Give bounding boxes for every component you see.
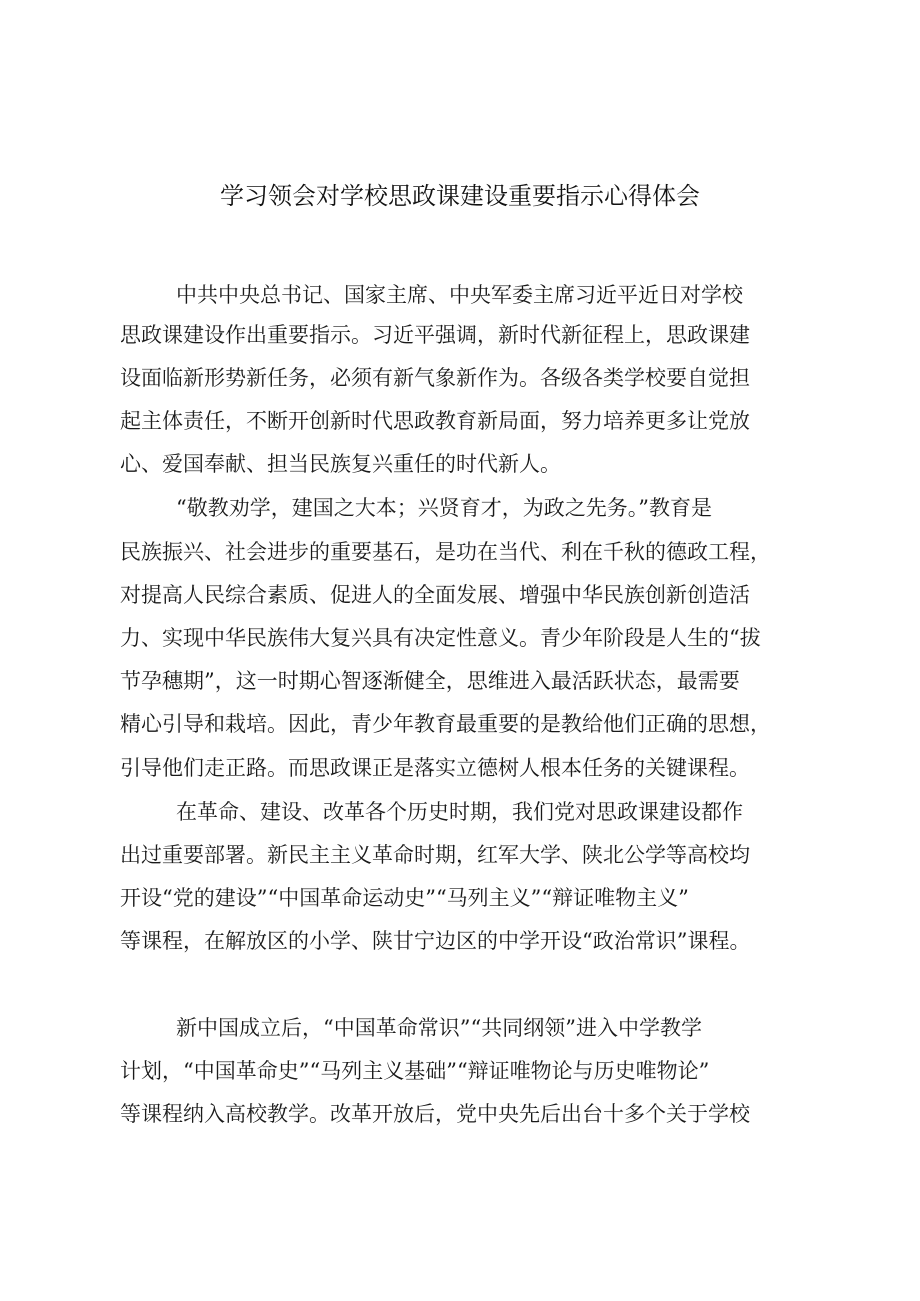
body-line: 设面临新形势新任务，必须有新气象新作为。各级各类学校要自觉担 [120,366,750,390]
body-line: 等课程，在解放区的小学、陕甘宁边区的中学开设“政治常识”课程。 [120,929,751,953]
body-line: 新中国成立后，“中国革命常识”“共同纲领”进入中学教学 [176,1016,702,1040]
body-line: 在革命、建设、改革各个历史时期，我们党对思政课建设都作 [176,800,743,824]
body-line: 力、实现中华民族伟大复兴具有决定性意义。青少年阶段是人生的“拔 [120,626,761,650]
body-line: 引导他们走正路。而思政课正是落实立德树人根本任务的关键课程。 [120,756,750,780]
body-line: 节孕穗期”，这一时期心智逐渐健全，思维进入最活跃状态，最需要 [120,669,740,693]
body-line: 民族振兴、社会进步的重要基石，是功在当代、利在千秋的德政工程， [120,540,771,564]
body-line: 对提高人民综合素质、促进人的全面发展、增强中华民族创新创造活 [120,583,750,607]
body-line: 计划，“中国革命史”“马列主义基础”“辩证唯物论与历史唯物论” [120,1059,710,1083]
body-line: 开设“党的建设”“中国革命运动史”“马列主义”“辩证唯物主义” [120,886,689,910]
body-line: 心、爱国奉献、担当民族复兴重任的时代新人。 [120,452,561,476]
body-line: 出过重要部署。新民主主义革命时期，红军大学、陕北公学等高校均 [120,843,750,867]
document-title: 学习领会对学校思政课建设重要指示心得体会 [220,182,700,210]
body-line: 起主体责任，不断开创新时代思政教育新局面，努力培养更多让党放 [120,409,750,433]
body-line: 思政课建设作出重要指示。习近平强调，新时代新征程上，思政课建 [120,323,750,347]
body-line: 中共中央总书记、国家主席、中央军委主席习近平近日对学校 [176,283,743,307]
body-line: “敬教劝学，建国之大本；兴贤育才，为政之先务。”教育是 [176,496,712,520]
body-line: 等课程纳入高校教学。改革开放后，党中央先后出台十多个关于学校 [120,1102,750,1126]
body-line: 精心引导和栽培。因此，青少年教育最重要的是教给他们正确的思想， [120,712,771,736]
